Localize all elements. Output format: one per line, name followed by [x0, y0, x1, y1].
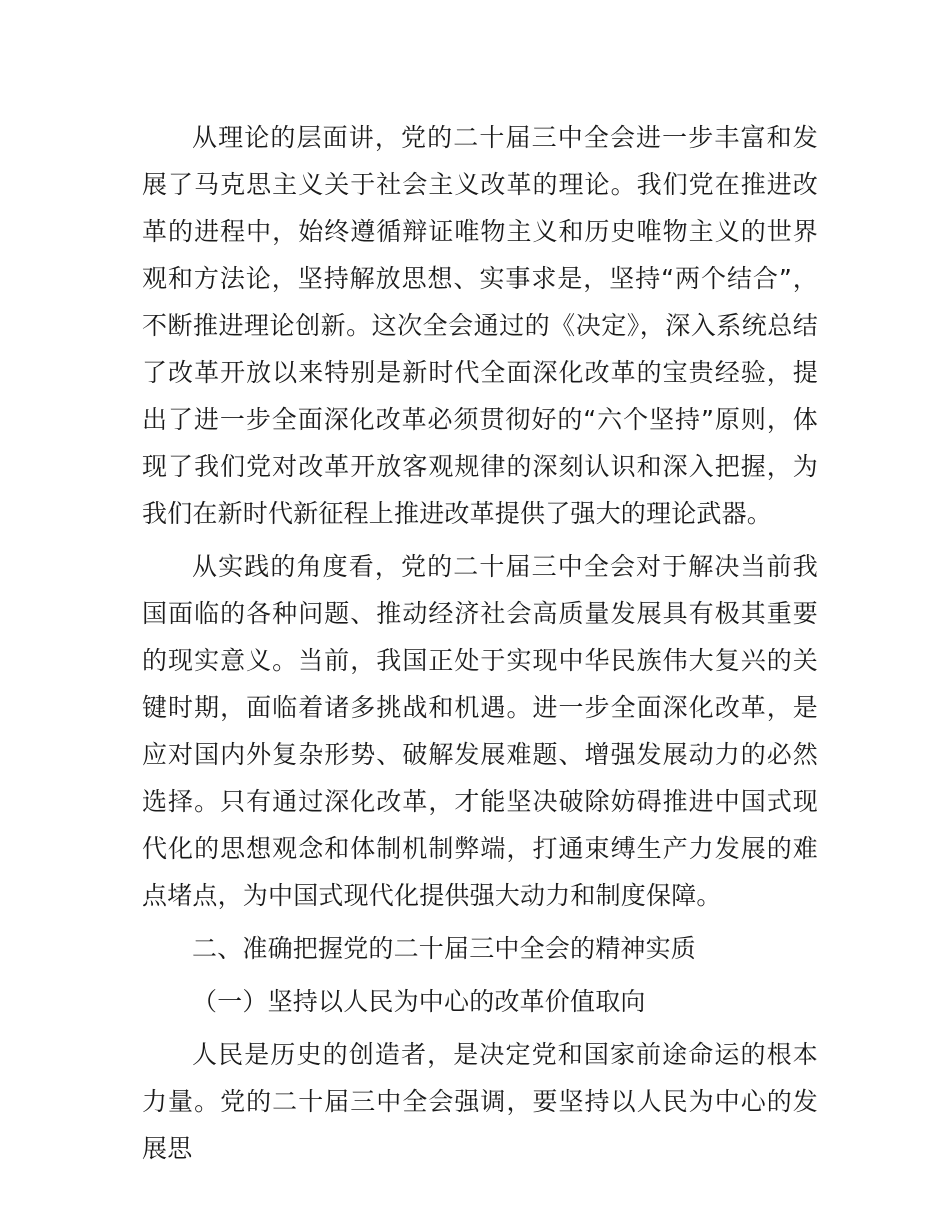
- paragraph-people-centered: 人民是历史的创造者，是决定党和国家前途命运的根本力量。党的二十届三中全会强调，要坚持以人民为中心的发展思: [142, 1040, 818, 1163]
- paragraph-practice: 从实践的角度看，党的二十届三中全会对于解决当前我国面临的各种问题、推动经济社会高质量发展具有极其重要的现实意义。当前，我国正处于实现中华民族伟大复兴的关键时期，面临着诸多挑战和机遇。进一步全面深化改革，是应对国内外复杂形势、破解发展难题、增强发展动力的必然选择。只有通过深化改革，才能坚决破除妨碍推进中国式现代化的思想观念和体制机制弊端，打通束缚生产力发展的难点堵点，为中国式现代化提供强大动力和制度保障。: [142, 552, 818, 910]
- paragraph-theory: 从理论的层面讲，党的二十届三中全会进一步丰富和发展了马克思主义关于社会主义改革的理论。我们党在推进改革的进程中，始终遵循辩证唯物主义和历史唯物主义的世界观和方法论，坚持解放思想、实事求是，坚持“两个结合”，不断推进理论创新。这次全会通过的《决定》，深入系统总结了改革开放以来特别是新时代全面深化改革的宝贵经验，提出了进一步全面深化改革必须贯彻好的“六个坚持”原则，体现了我们党对改革开放客观规律的深刻认识和深入把握，为我们在新时代新征程上推进改革提供了强大的理论武器。: [142, 123, 818, 528]
- subsection-heading: （一）坚持以人民为中心的改革价值取向: [192, 987, 646, 1016]
- document-body: [142, 114, 818, 1178]
- section-heading: 二、准确把握党的二十届三中全会的精神实质: [192, 934, 697, 963]
